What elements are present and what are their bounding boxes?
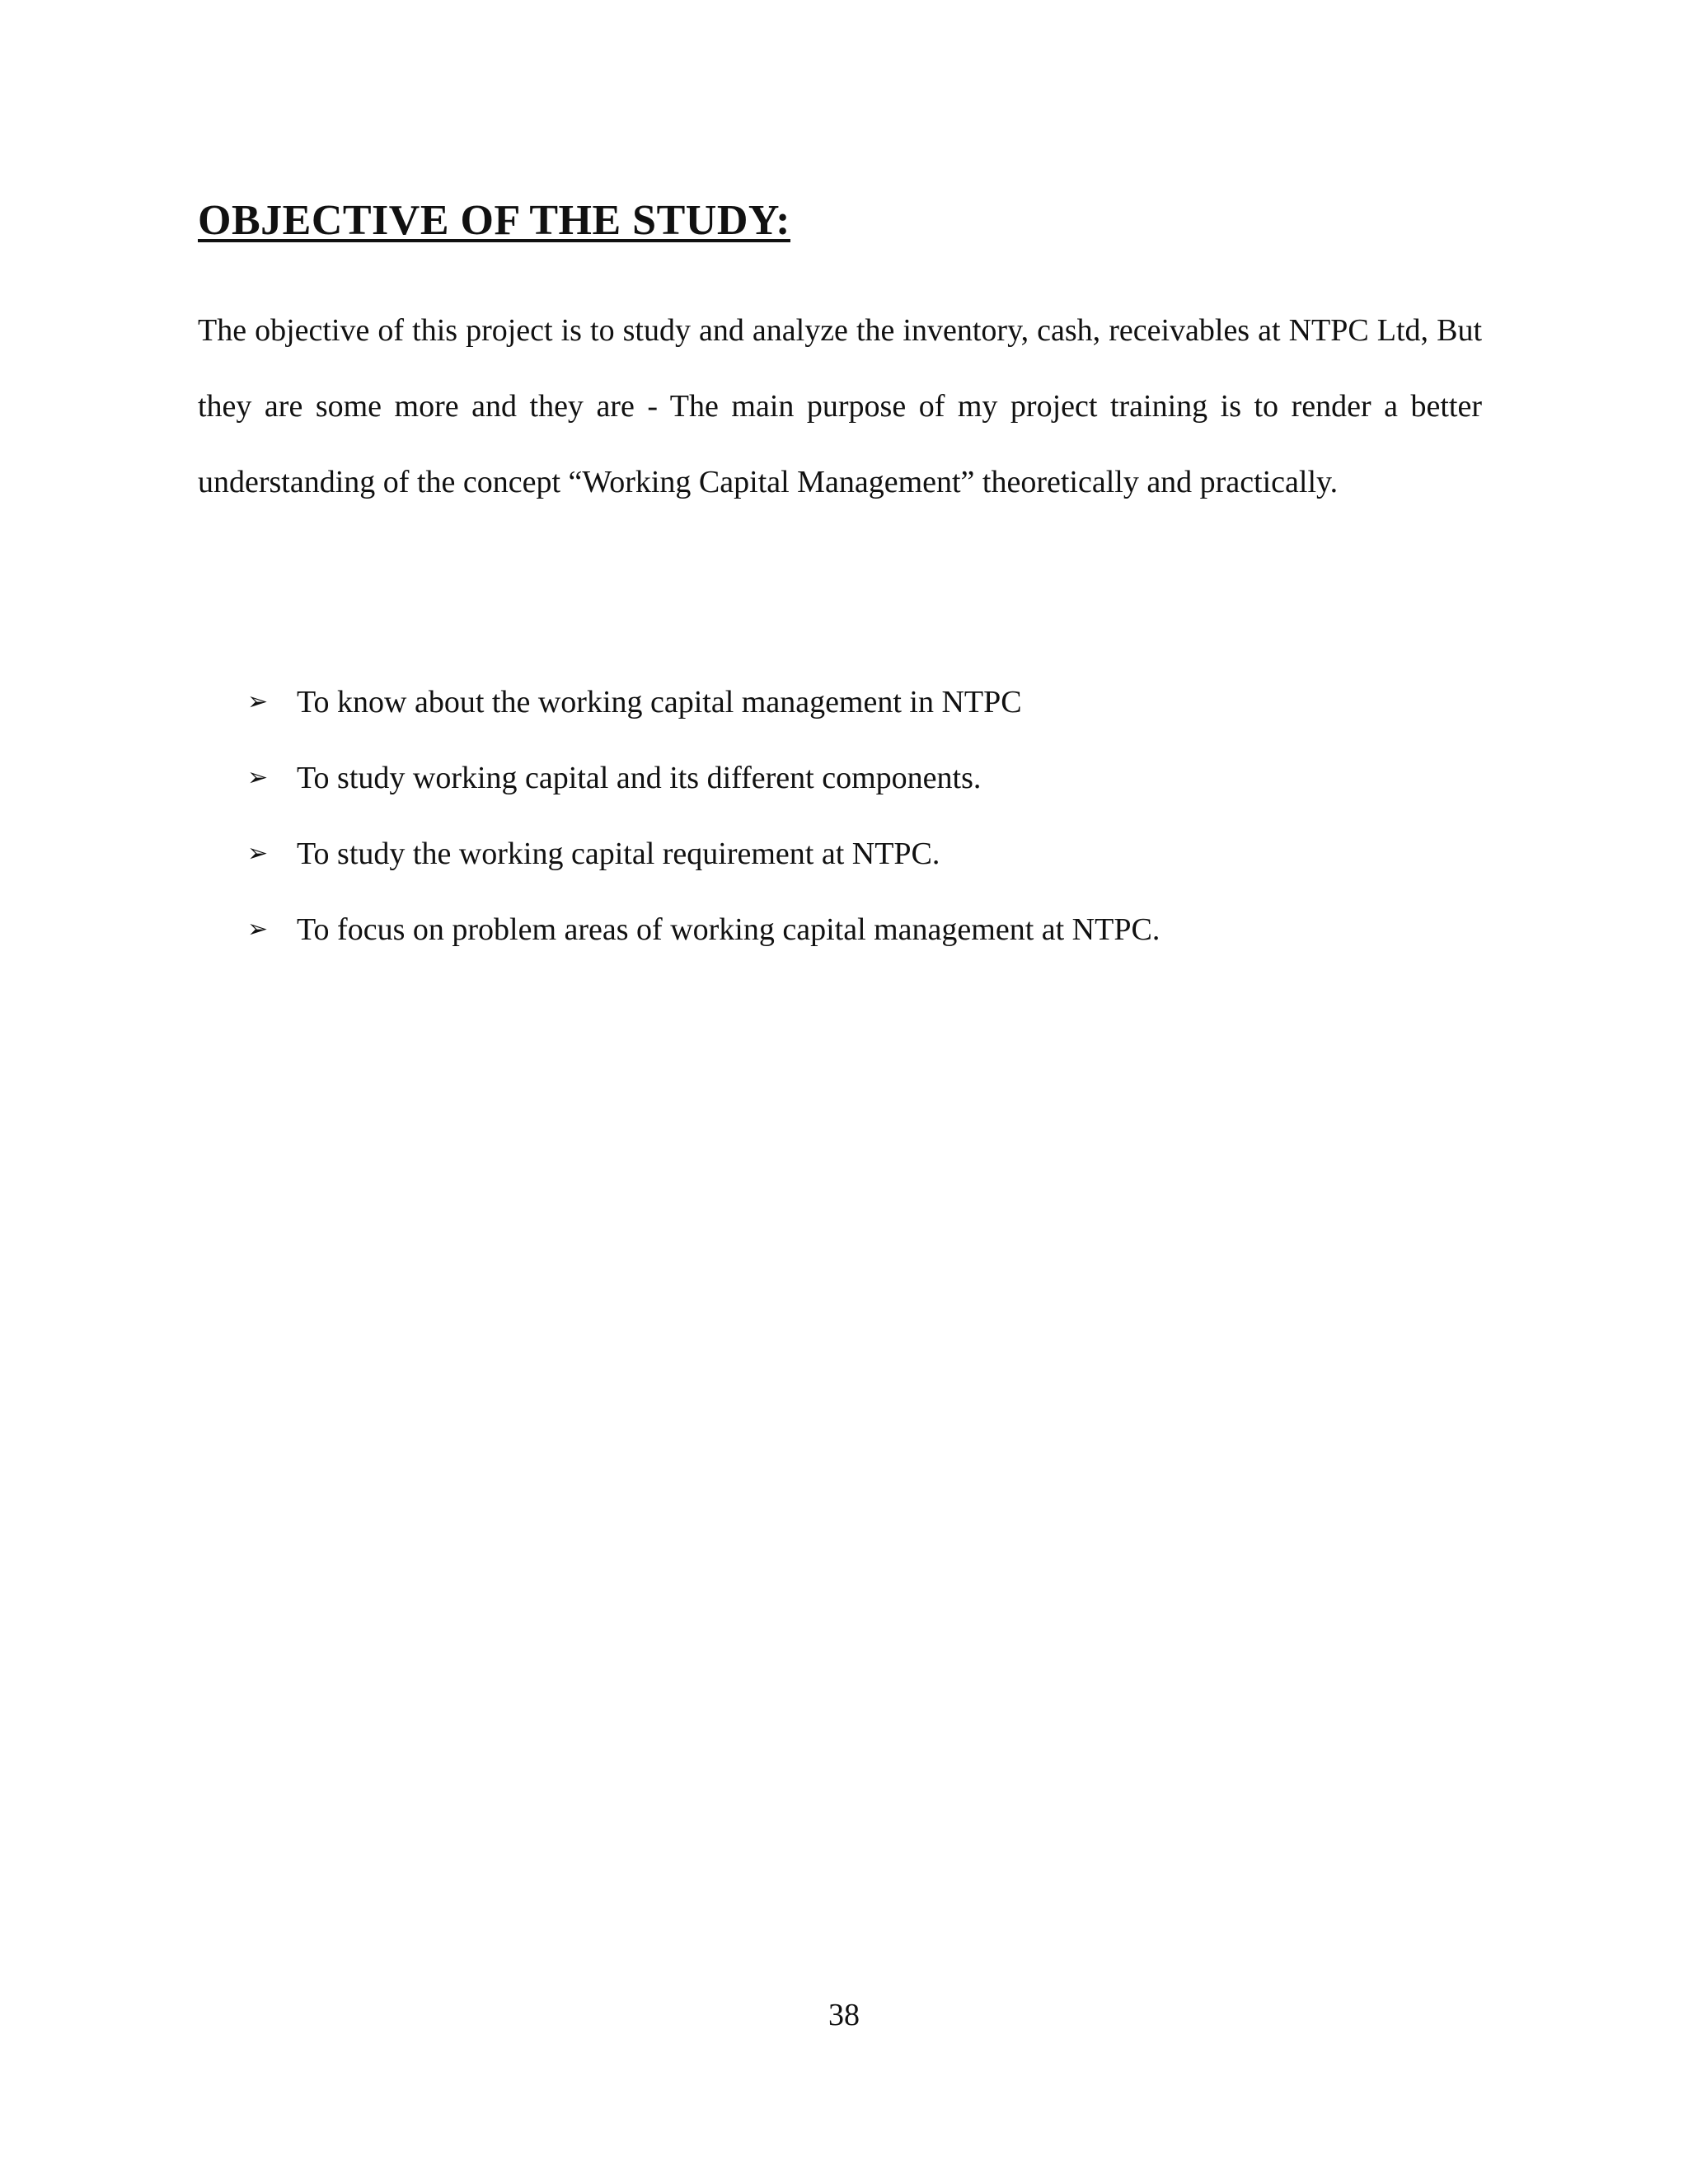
arrowhead-bullet-icon: ➢ <box>247 687 269 716</box>
list-item <box>247 740 1160 816</box>
list-item-text: To study the working capital requirement at NTPC. <box>297 837 940 871</box>
list-item <box>247 664 1160 740</box>
list-item <box>247 892 1160 968</box>
arrowhead-bullet-icon: ➢ <box>247 839 269 868</box>
objective-paragraph: The objective of this project is to study and analyze the inventory, cash, receivables at NTPC Ltd, But they are some more and they are - The main purpose of my project training is to render a better understanding of the concept “Working Capital Management” theoretically and practically. <box>198 313 1482 499</box>
page-number: 38 <box>828 1998 860 2032</box>
list-item-text: To know about the working capital management in NTPC <box>297 685 1022 719</box>
list-item <box>247 816 1160 892</box>
list-item-text: To focus on problem areas of working capital management at NTPC. <box>297 912 1160 947</box>
objectives-list <box>247 664 1160 968</box>
section-heading: OBJECTIVE OF THE STUDY: <box>198 197 790 244</box>
arrowhead-bullet-icon: ➢ <box>247 915 269 944</box>
arrowhead-bullet-icon: ➢ <box>247 763 269 792</box>
list-item-text: To study working capital and its different components. <box>297 761 982 795</box>
